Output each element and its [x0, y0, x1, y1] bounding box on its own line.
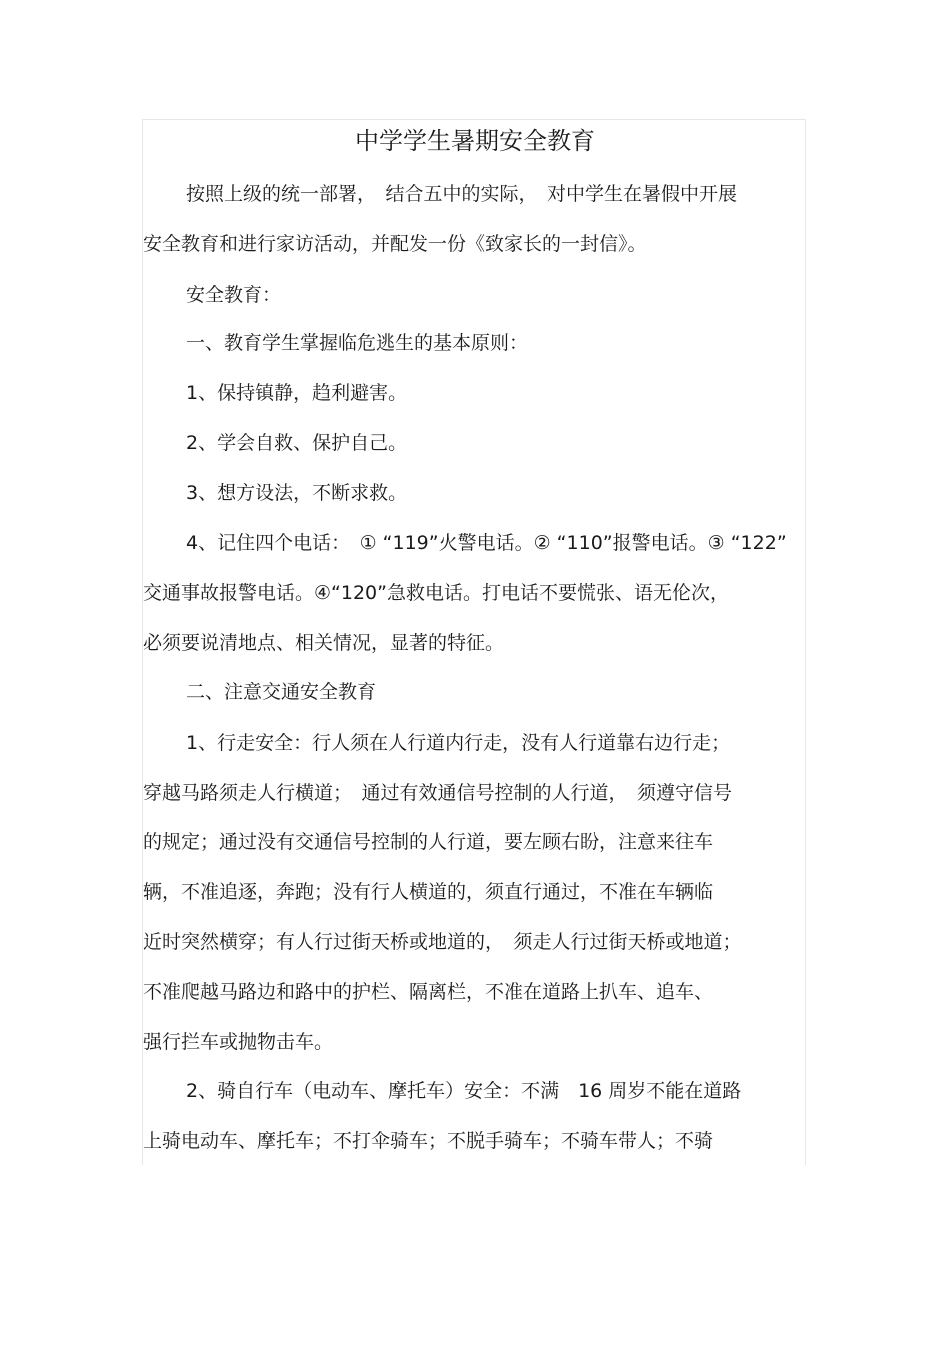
paragraph-line: 穿越马路须走人行横道； 通过有效通信号控制的人行道， 须遵守信号 [143, 782, 733, 804]
paragraph-line: 按照上级的统一部署， 结合五中的实际， 对中学生在暑假中开展 [186, 183, 738, 205]
document-title: 中学学生暑期安全教育 [355, 127, 595, 155]
list-item: 3、想方设法，不断求救。 [186, 482, 408, 504]
paragraph-line: 交通事故报警电话。④“120”急救电话。打电话不要慌张、语无伦次， [143, 582, 729, 604]
paragraph-line: 辆，不准追逐，奔跑；没有行人横道的，须直行通过，不准在车辆临 [143, 881, 714, 903]
paragraph-line: 不准爬越马路边和路中的护栏、隔离栏，不准在道路上扒车、追车、 [143, 981, 714, 1003]
paragraph-line: 必须要说清地点、相关情况，显著的特征。 [143, 632, 505, 654]
paragraph-line: 近时突然横穿；有人行过街天桥或地道的， 须走人行过街天桥或地道； [143, 931, 742, 953]
section-label: 安全教育： [186, 284, 282, 306]
paragraph-line: 强行拦车或抛物击车。 [143, 1031, 334, 1053]
paragraph-line: 安全教育和进行家访活动，并配发一份《致家长的一封信》。 [143, 233, 647, 255]
list-item: 1、保持镇静，趋利避害。 [186, 382, 408, 404]
list-item: 1、行走安全：行人须在人行道内行走，没有人行道靠右边行走； [186, 732, 731, 754]
section-heading: 二、注意交通安全教育 [186, 681, 377, 703]
list-item: 2、骑自行车（电动车、摩托车）安全：不满 16 周岁不能在道路 [186, 1080, 742, 1102]
paragraph-line: 上骑电动车、摩托车；不打伞骑车；不脱手骑车；不骑车带人；不骑 [143, 1130, 714, 1152]
paragraph-line: 的规定；通过没有交通信号控制的人行道，要左顾右盼，注意来往车 [143, 831, 714, 853]
list-item: 2、学会自救、保护自己。 [186, 432, 408, 454]
section-heading: 一、教育学生掌握临危逃生的基本原则： [186, 332, 529, 354]
list-item: 4、记住四个电话： ① “119”火警电话。② “110”报警电话。③ “122” [186, 532, 787, 554]
